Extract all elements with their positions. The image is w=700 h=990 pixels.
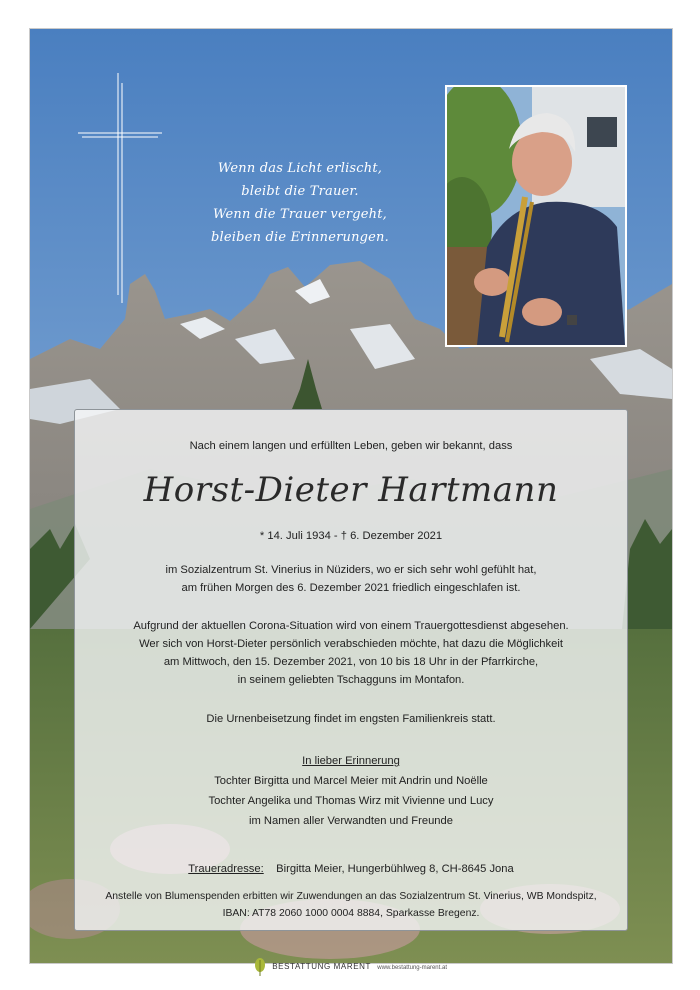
mourner-line: Tochter Birgitta und Marcel Meier mit Andrin und Noëlle [214, 775, 488, 787]
poem-line: bleiben die Erinnerungen. [211, 230, 389, 245]
service-text: Aufgrund der aktuellen Corona-Situation wird von einem Trauergottesdienst abgesehen. [133, 620, 569, 632]
memorial-poem [170, 157, 430, 249]
passing-text: am frühen Morgen des 6. Dezember 2021 friedlich eingeschlafen ist. [181, 582, 521, 594]
cross-icon [78, 73, 162, 303]
service-text: am Mittwoch, den 15. Dezember 2021, von 10 bis 18 Uhr in der Pfarrkirche, [163, 656, 539, 668]
footer-url[interactable]: www.bestattung-marent.at [377, 965, 447, 972]
obituary-card [74, 409, 628, 931]
donation-text: IBAN: AT78 2060 1000 0004 8884, Sparkasse Bregenz. [222, 908, 480, 919]
memory-heading: In lieber Erinnerung [302, 755, 400, 767]
address-value: Birgitta Meier, Hungerbühlweg 8, CH-8645 Jona [276, 863, 514, 875]
deceased-name: Horst-Dieter Hartmann [143, 470, 559, 510]
address-label: Traueradresse: [188, 863, 264, 875]
passing-text: im Sozialzentrum St. Vinerius in Nüziders, wo er sich sehr wohl gefühlt hat, [165, 564, 537, 576]
poem-line: Wenn das Licht erlischt, [217, 161, 383, 176]
leaf-logo-icon [253, 958, 267, 976]
intro-text: Nach einem langen und erfüllten Leben, geben wir bekannt, dass [189, 440, 513, 452]
poem-line: bleibt die Trauer. [241, 184, 359, 199]
poem-line: Wenn die Trauer vergeht, [212, 207, 388, 222]
life-dates: * 14. Juli 1934 - † 6. Dezember 2021 [259, 530, 443, 542]
urn-burial-text: Die Urnenbeisetzung findet im engsten Familienkreis statt. [206, 713, 496, 725]
footer [0, 958, 700, 976]
mourner-line: im Namen aller Verwandten und Freunde [249, 815, 453, 827]
footer-brand: BESTATTUNG MARENT [272, 962, 372, 972]
service-text: Wer sich von Horst-Dieter persönlich verabschieden möchte, hat dazu die Möglichkeit [139, 638, 563, 650]
donation-text: Anstelle von Blumenspenden erbitten wir Zuwendungen an das Sozialzentrum St. Vinerius, WB Mondspitz, [105, 891, 597, 902]
obituary-page [29, 28, 673, 964]
mourner-line: Tochter Angelika und Thomas Wirz mit Vivienne und Lucy [208, 795, 494, 807]
mourning-address [75, 863, 627, 875]
service-text: in seinem geliebten Tschagguns im Montafon. [237, 674, 465, 686]
portrait-illustration [447, 87, 625, 345]
portrait-photo [445, 85, 627, 347]
